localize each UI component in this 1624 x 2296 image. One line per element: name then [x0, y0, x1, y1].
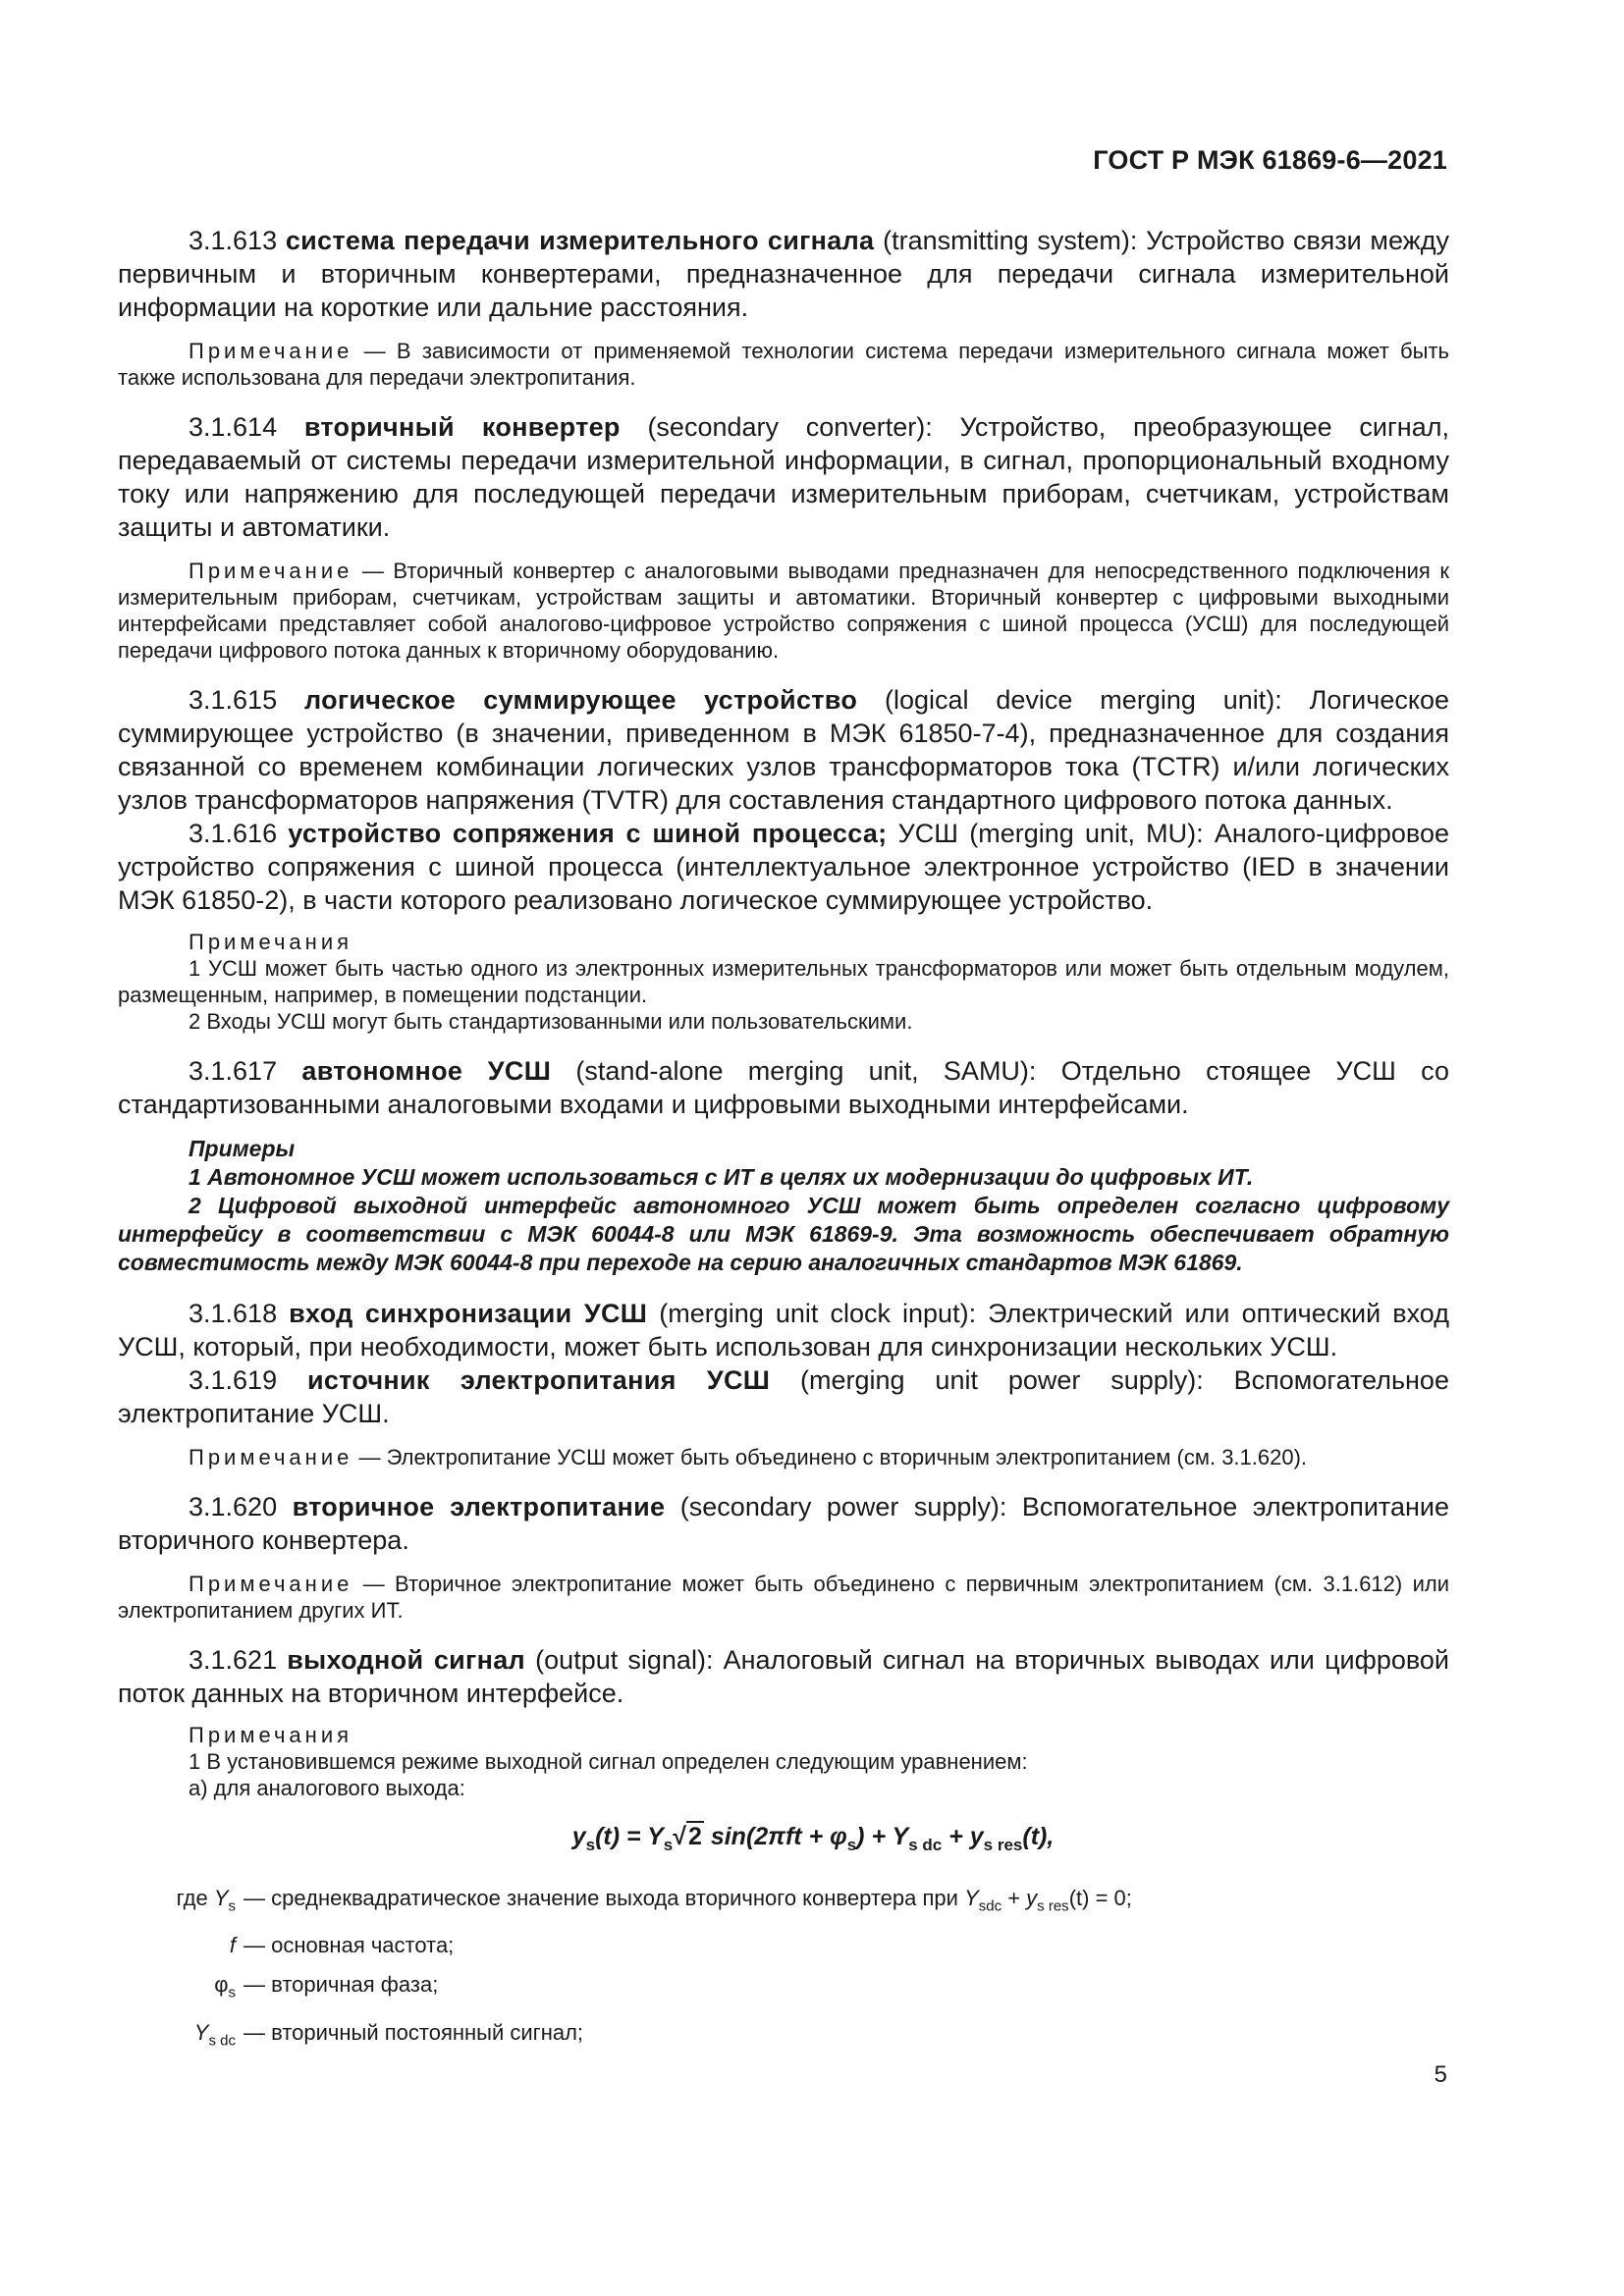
term-name: устройство сопряжения с шиной процесса; [288, 819, 888, 848]
legend-lead: где [176, 1886, 208, 1910]
term-number: 3.1.616 [189, 819, 278, 848]
legend-text: среднеквадратическое значение выхода вторичного конвертера при [271, 1886, 965, 1910]
legend-description [244, 1926, 454, 1965]
term-3-1-621 [118, 1643, 1449, 1710]
legend-row [118, 1965, 1449, 2012]
page-number: 5 [1434, 2061, 1447, 2088]
formula-part: + [942, 1823, 970, 1850]
symbol-subscript: s [228, 1897, 236, 1915]
legend-row [118, 1926, 1449, 1965]
legend-dash: — [244, 2019, 265, 2045]
term-3-1-618 [118, 1297, 1449, 1363]
term-definition: (logical device merging unit): Логическое суммирующее устройство (в значении, приведенном в МЭК 61850-7-4), предназначенное для создания связанной со временем комбинации логических узлов трансформаторов тока (TCTR) и/или логических узлов трансформаторов напряжения (TVTR) для составления стандартного цифрового потока данных. [118, 685, 1449, 815]
standard-header: ГОСТ Р МЭК 61869-6—2021 [1093, 145, 1447, 175]
formula-part: ) + [856, 1823, 893, 1850]
term-number: 3.1.621 [189, 1645, 278, 1675]
legend-row [118, 2013, 1449, 2060]
formula-subscript: s [663, 1836, 674, 1854]
note-label: Примечание [189, 339, 353, 363]
note-3-1-614 [118, 558, 1449, 664]
symbol-subscript: s dc [208, 2032, 236, 2050]
sqrt-sign: √ [673, 1823, 686, 1850]
legend-symbol [118, 1965, 244, 2012]
term-definition: (stand-alone merging unit, SAMU): Отдельно стоящее УСШ со стандартизованными аналоговыми входами и цифровыми выходными интерфейсами. [118, 1056, 1449, 1119]
term-number: 3.1.617 [189, 1056, 278, 1086]
term-number: 3.1.615 [189, 685, 278, 715]
legend-text: + [1001, 1886, 1027, 1910]
legend-subscript: s res [1037, 1897, 1069, 1915]
symbol-subscript: s [228, 1984, 236, 2002]
legend-text: вторичная фаза; [271, 1972, 439, 1998]
legend-symbol [118, 1879, 244, 1926]
legend-symbol [118, 2013, 244, 2060]
formula-subscript: s res [983, 1836, 1023, 1854]
legend-subscript: sdc [978, 1897, 1002, 1915]
term-name: вход синхронизации УСШ [289, 1299, 648, 1328]
page-content [118, 224, 1449, 2060]
note-item: 2 Входы УСШ могут быть стандартизованными или пользовательскими. [189, 1009, 913, 1034]
term-number: 3.1.614 [189, 412, 278, 442]
term-definition: УСШ (merging unit, MU): Аналого-цифровое устройство сопряжения с шиной процесса (интеллектуальное электронное устройство (IED в значении МЭК 61850-2), в части которого реализовано логическое суммирующее устройство. [118, 819, 1449, 915]
note-3-1-613 [118, 338, 1449, 391]
term-3-1-614 [118, 410, 1449, 544]
term-name: вторичный конвертер [303, 412, 621, 442]
output-signal-formula [118, 1823, 1449, 1855]
sqrt-symbol [673, 1821, 704, 1850]
legend-text: (t) = 0; [1068, 1886, 1132, 1910]
example-item: 2 Цифровой выходной интерфейс автономного УСШ может быть определен согласно цифровому интерфейсу в соответствии с МЭК 60044-8 или МЭК 61869-9. Эта возможность обеспечивает обратную совместимость между МЭК 60044-8 при переходе на серию аналогичных стандартов МЭК 61869. [118, 1193, 1449, 1275]
legend-text: Y [964, 1886, 979, 1910]
term-3-1-619 [118, 1363, 1449, 1430]
note-3-1-619 [118, 1444, 1449, 1470]
legend-text: основная частота; [271, 1933, 455, 1958]
formula-subscript: s [585, 1836, 596, 1854]
legend-text: y [1026, 1886, 1038, 1910]
legend-symbol [118, 1926, 244, 1965]
term-definition: (output signal): Аналоговый сигнал на вторичных выводах или цифровой поток данных на вторичном интерфейсе. [118, 1645, 1450, 1708]
formula-legend [118, 1879, 1449, 2060]
legend-description [244, 1965, 438, 2012]
formula-part: (t), [1022, 1823, 1055, 1850]
term-name: выходной сигнал [287, 1645, 525, 1675]
term-number: 3.1.619 [189, 1365, 278, 1395]
notes-label: Примечания [189, 1723, 353, 1747]
legend-dash: — [244, 1972, 265, 1998]
term-number: 3.1.618 [189, 1299, 278, 1328]
formula-part: (t) = [595, 1823, 648, 1850]
term-name: логическое суммирующее устройство [303, 685, 858, 715]
formula-symbol: y [969, 1823, 984, 1850]
formula-part: sin(2πft + φ [703, 1823, 847, 1850]
symbol-char: Y [193, 2019, 209, 2045]
term-name: вторичное электропитание [292, 1492, 666, 1522]
note-text: — Вторичный конвертер с аналоговыми выводами предназначен для непосредственного подключения к измерительным приборам, счетчикам, устройствам защиты и автоматики. Вторичный конвертер с цифровыми выходными интерфейсами представляет собой аналогово-цифровое устройство сопряжения с шиной процесса (УСШ) для последующей передачи цифрового потока данных к вторичному оборудованию. [118, 559, 1449, 663]
legend-dash: — [244, 1886, 265, 1910]
term-3-1-617 [118, 1054, 1449, 1121]
term-3-1-620 [118, 1490, 1449, 1557]
sqrt-radicand: 2 [687, 1823, 702, 1850]
legend-description [244, 1879, 1132, 1926]
note-text: — В зависимости от применяемой технологии система передачи измерительного сигнала может быть также использована для передачи электропитания. [118, 339, 1449, 390]
note-text: — Электропитание УСШ может быть объединено с вторичным электропитанием (см. 3.1.620). [358, 1445, 1308, 1469]
notes-label: Примечания [189, 930, 353, 954]
note-label: Примечание [189, 1445, 353, 1469]
term-number: 3.1.613 [189, 226, 278, 255]
note-label: Примечание [189, 559, 353, 583]
symbol-char: φ [214, 1972, 229, 1998]
term-definition: (merging unit clock input): Электрический или оптический вход УСШ, который, при необходимости, может быть использован для синхронизации нескольких УСШ. [118, 1299, 1449, 1362]
formula-symbol: Y [647, 1823, 664, 1850]
term-3-1-613 [118, 224, 1449, 324]
note-text: — Вторичное электропитание может быть объединено с первичным электропитанием (см. 3.1.612) или электропитанием других ИТ. [118, 1572, 1449, 1623]
notes-3-1-621 [118, 1722, 1449, 1801]
formula-symbol: y [571, 1823, 586, 1850]
note-item: 1 УСШ может быть частью одного из электронных измерительных трансформаторов или может быть отдельным модулем, размещенным, например, в помещении подстанции. [118, 956, 1449, 1007]
term-name: автономное УСШ [301, 1056, 552, 1086]
term-name: источник электропитания УСШ [306, 1365, 771, 1395]
note-3-1-620 [118, 1571, 1449, 1624]
symbol-char: f [229, 1933, 236, 1958]
note-item: а) для аналогового выхода: [189, 1776, 465, 1800]
term-definition: (secondary converter): Устройство, преобразующее сигнал, передаваемый от системы передачи измерительной информации, в сигнал, пропорциональный входному току или напряжению для последующей передачи измерительным приборам, счетчикам, устройствам защиты и автоматики. [118, 412, 1449, 542]
term-definition: (secondary power supply): Вспомогательное электропитание вторичного конвертера. [118, 1492, 1449, 1555]
note-label: Примечание [189, 1572, 353, 1596]
term-3-1-615 [118, 683, 1449, 817]
examples-3-1-617 [118, 1135, 1449, 1277]
legend-description [244, 2013, 583, 2060]
formula-subscript: s dc [908, 1836, 943, 1854]
legend-row [118, 1879, 1449, 1926]
formula-symbol: Y [892, 1823, 909, 1850]
examples-label: Примеры [189, 1136, 296, 1161]
term-3-1-616 [118, 817, 1449, 917]
term-definition: (merging unit power supply): Вспомогательное электропитание УСШ. [118, 1365, 1449, 1428]
legend-dash: — [244, 1933, 265, 1958]
note-item: 1 В установившемся режиме выходной сигнал определен следующим уравнением: [189, 1749, 1028, 1774]
term-definition: (transmitting system): Устройство связи между первичным и вторичным конвертерами, предназначенное для передачи сигнала измерительной информации на короткие или дальние расстояния. [118, 226, 1449, 322]
notes-3-1-616 [118, 929, 1449, 1035]
symbol-char: Y [213, 1886, 229, 1910]
legend-text: вторичный постоянный сигнал; [271, 2019, 584, 2045]
term-number: 3.1.620 [189, 1492, 278, 1522]
formula-subscript: s [846, 1836, 857, 1854]
term-name: система передачи измерительного сигнала [285, 226, 875, 255]
example-item: 1 Автономное УСШ может использоваться с ИТ в целях их модернизации до цифровых ИТ. [189, 1164, 1254, 1190]
